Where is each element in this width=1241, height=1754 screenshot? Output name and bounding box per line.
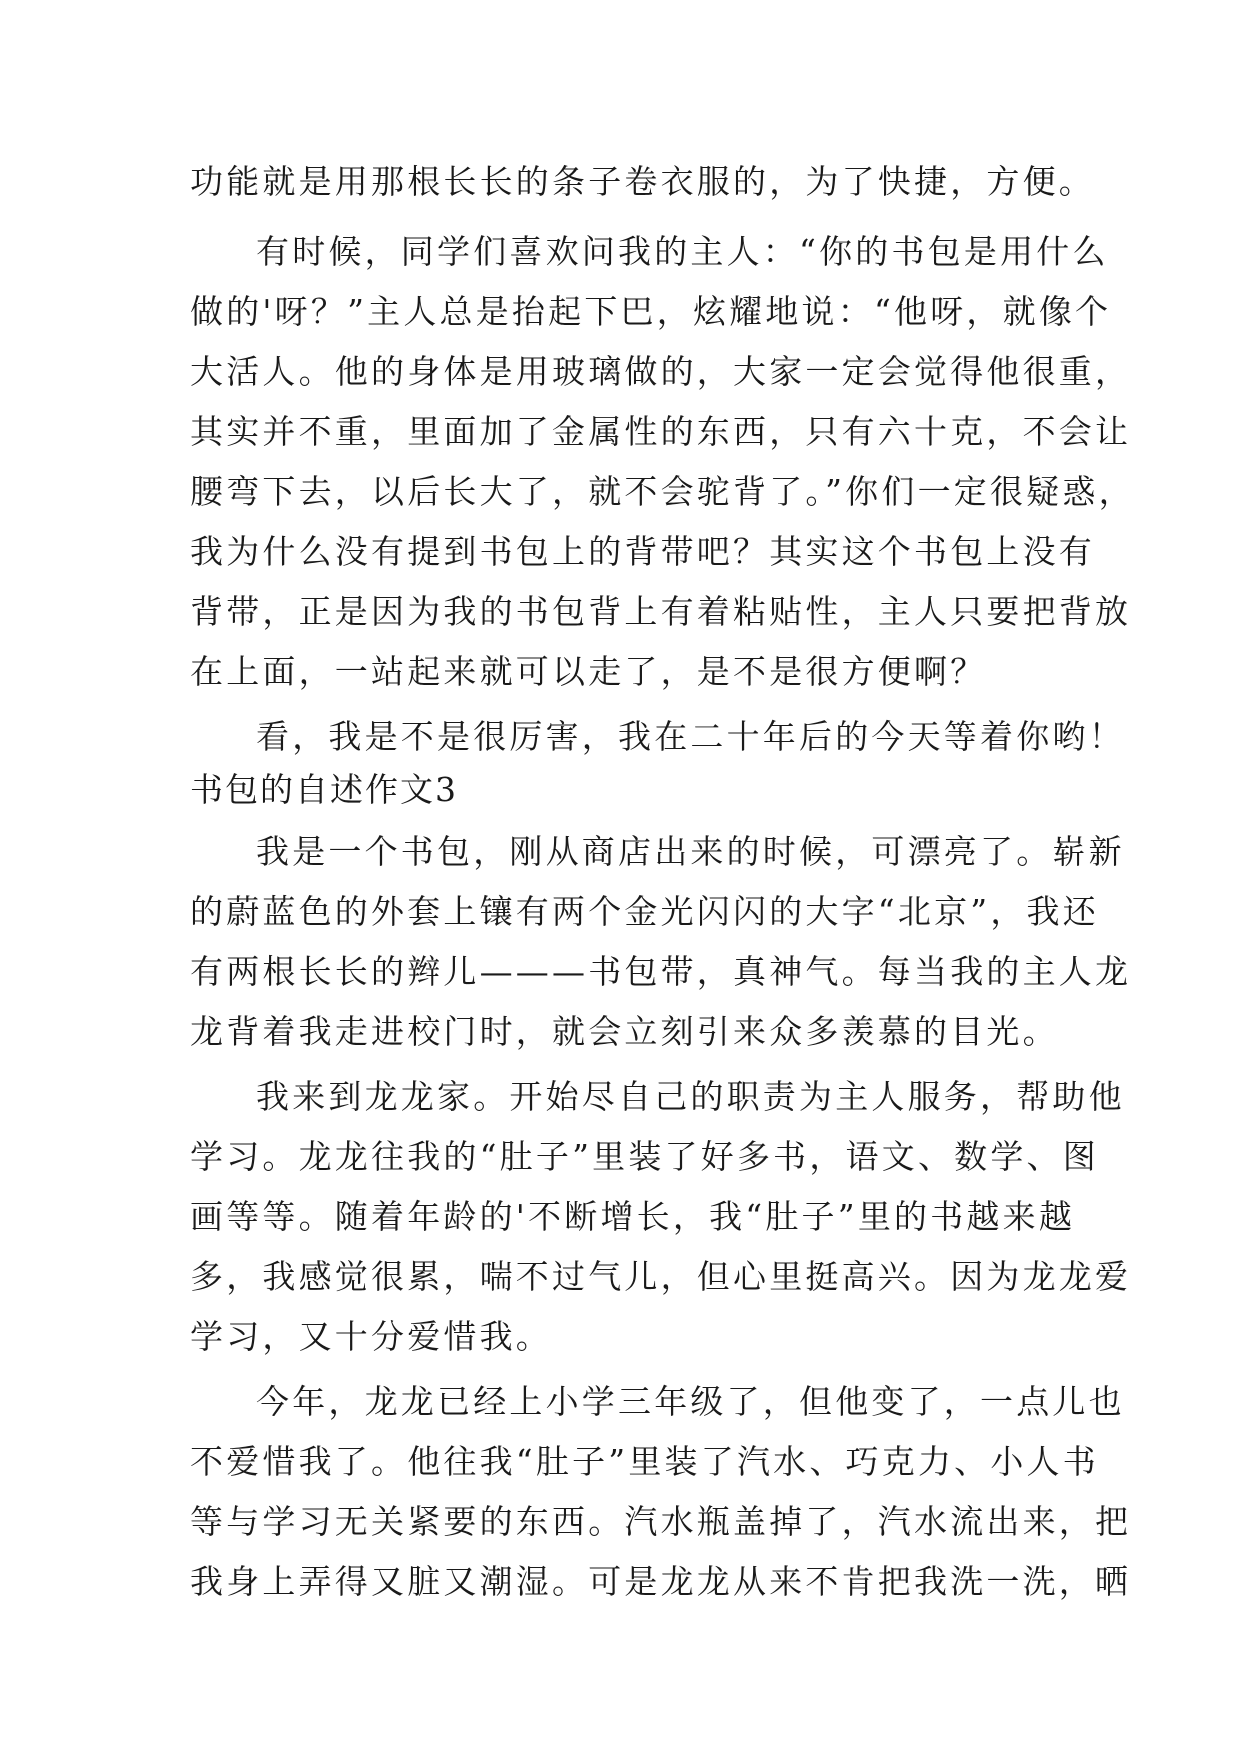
text-line: 我来到龙龙家。开始尽自己的职责为主人服务，帮助他 [256, 1077, 1125, 1116]
text-line: 有时候，同学们喜欢问我的主人：“你的书包是用什么 [256, 232, 1109, 271]
text-line: 的蔚蓝色的外套上镶有两个金光闪闪的大字“北京”，我还 [190, 892, 1099, 931]
text-line: 在上面，一站起来就可以走了，是不是很方便啊？ [190, 652, 987, 691]
section-heading: 书包的自述作文3 [190, 770, 458, 809]
text-line: 有两根长长的辫儿———书包带，真神气。每当我的主人龙 [190, 952, 1132, 991]
text-line: 功能就是用那根长长的条子卷衣服的，为了快捷，方便。 [190, 162, 1095, 201]
text-line: 画等等。随着年龄的'不断增长，我“肚子”里的书越来越 [190, 1197, 1076, 1236]
text-line: 龙背着我走进校门时，就会立刻引来众多羡慕的目光。 [190, 1012, 1059, 1051]
text-line: 学习，又十分爱惜我。 [190, 1317, 552, 1356]
text-line: 我是一个书包，刚从商店出来的时候，可漂亮了。崭新 [256, 832, 1125, 871]
text-line: 多，我感觉很累，喘不过气儿，但心里挺高兴。因为龙龙爱 [190, 1257, 1132, 1296]
text-line: 我身上弄得又脏又潮湿。可是龙龙从来不肯把我洗一洗，晒 [190, 1562, 1132, 1601]
text-line: 我为什么没有提到书包上的背带吧？其实这个书包上没有 [190, 532, 1095, 571]
text-line: 看，我是不是很厉害，我在二十年后的今天等着你哟！ [256, 717, 1125, 756]
text-line: 大活人。他的身体是用玻璃做的，大家一定会觉得他很重， [190, 352, 1132, 391]
text-line: 腰弯下去，以后长大了，就不会驼背了。”你们一定很疑惑， [190, 472, 1135, 511]
text-line: 学习。龙龙往我的“肚子”里装了好多书，语文、数学、图 [190, 1137, 1099, 1176]
text-line: 等与学习无关紧要的东西。汽水瓶盖掉了，汽水流出来，把 [190, 1502, 1132, 1541]
text-line: 做的'呀？”主人总是抬起下巴，炫耀地说：“他呀，就像个 [190, 292, 1112, 331]
text-line: 背带，正是因为我的书包背上有着粘贴性，主人只要把背放 [190, 592, 1132, 631]
text-line: 今年，龙龙已经上小学三年级了，但他变了，一点儿也 [256, 1382, 1125, 1421]
text-line: 其实并不重，里面加了金属性的东西，只有六十克，不会让 [190, 412, 1132, 451]
text-line: 不爱惜我了。他往我“肚子”里装了汽水、巧克力、小人书 [190, 1442, 1099, 1481]
